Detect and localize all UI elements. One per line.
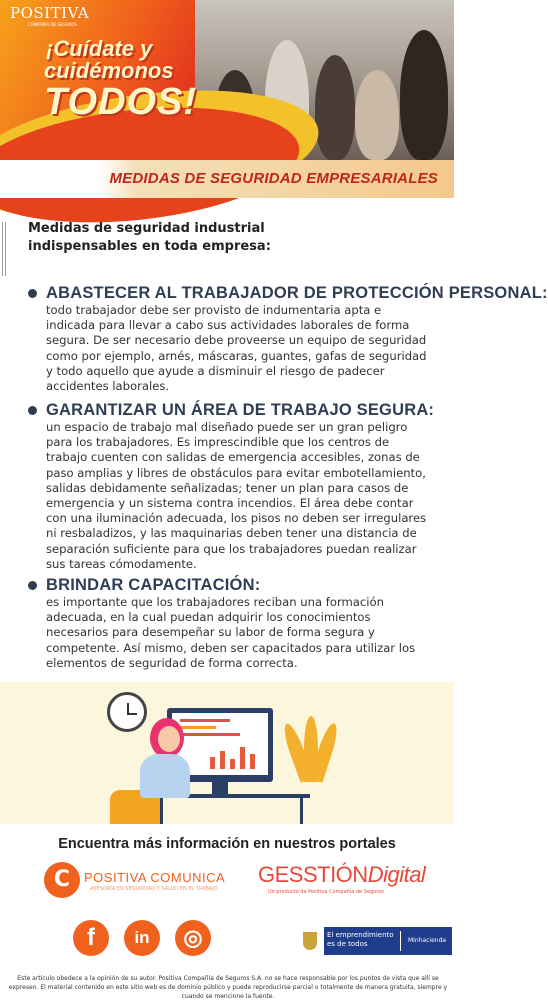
hero-header <box>0 0 454 160</box>
linkedin-icon[interactable]: in <box>124 920 160 956</box>
gestion-word: GESSTIÓN <box>258 862 368 887</box>
digital-word: Digital <box>367 862 426 887</box>
monitor-stand <box>212 782 228 794</box>
gov-line-1: El emprendimiento <box>327 931 394 939</box>
intro-heading: Medidas de seguridad industrial indispensables en toda empresa: <box>28 221 271 254</box>
slogan-line-3: TODOS! <box>44 81 198 123</box>
ministry-text: Minhacienda <box>408 937 447 944</box>
worker-body <box>140 754 190 798</box>
section-area-segura <box>28 401 435 571</box>
divider <box>400 931 401 951</box>
side-decoration <box>2 222 6 276</box>
section-proteccion <box>28 284 548 394</box>
section-body: un espacio de trabajo mal diseñado puede ser un gran peligro para los trabajadores. Es imprescindible que los centros de trabajo cuenten con salidas de emergencia accesibles, zonas de paso amplias y libres de obstáculos para evitar embotellamiento, salidas debidamente señalizadas; tener un plan para casos de emergencia y un sistema contra incendios. El área debe contar con una iluminación adecuada, los pisos no deben ser irregulares ni resbaladizos, y las maquinarias deben tener una distancia de separación suficiente para que los trabajadores puedan realizar sus tareas cómodamente. <box>46 420 427 571</box>
section-body: todo trabajador debe ser provisto de indumentaria apta e indicada para llevar a cabo sus actividades laborales de forma segura. De ser necesario debe proveerse un equipo de seguridad como por ejemplo, arnés, máscaras, guantes, gafas de seguridad y todo aquello que ayude a disminuir el riesgo de padecer accidentes laborales. <box>46 303 427 394</box>
positiva-comunica-icon[interactable]: C <box>44 862 80 898</box>
disclaimer: Este artículo obedece a la opinión de su autor. Positiva Compañía de Seguros S.A. no se hace responsable por los puntos de vista que allí se expresen. El material contenido en este sitio web es de dominio público y puede reproducirse parcial o totalmente de manera gratuita, siempre y cuando se mencione la fuente. <box>8 975 448 1000</box>
office-illustration <box>0 682 454 824</box>
instagram-icon[interactable]: ◎ <box>175 920 211 956</box>
banner-title: MEDIDAS DE SEGURIDAD EMPRESARIALES <box>109 170 438 187</box>
portals-title: Encuentra más información en nuestros portales <box>58 836 396 852</box>
emprendimiento-text <box>327 931 394 949</box>
section-capacitacion <box>28 576 428 668</box>
section-title: GARANTIZAR UN ÁREA DE TRABAJO SEGURA: <box>46 401 435 419</box>
title-banner <box>0 160 454 198</box>
section-body: es importante que los trabajadores reciban una formación adecuada, en la cual puedan adquirir los conocimientos necesarios para desempeñar su labor de forma segura y competente. Así mismo, deben ser capacitados para utilizar los elementos de seguridad de forma correcta. <box>46 595 416 670</box>
section-title: ABASTECER AL TRABAJADOR DE PROTECCIÓN PERSONAL: <box>46 284 548 302</box>
positiva-logo: POSITIVA <box>10 4 90 22</box>
gov-line-2: es de todos <box>327 940 368 948</box>
slogan-line-1: ¡Cuídate y <box>46 36 153 61</box>
positiva-comunica-link[interactable]: POSITIVA COMUNICA <box>84 870 226 885</box>
clock-icon <box>107 692 147 732</box>
bullet-icon <box>28 289 37 298</box>
bullet-icon <box>28 406 37 415</box>
bullet-icon <box>28 581 37 590</box>
section-title: BRINDAR CAPACITACIÓN: <box>46 576 261 594</box>
government-badge <box>296 927 452 955</box>
worker-head <box>158 726 180 752</box>
positiva-comunica-tagline: ASESORÍA EN SEGURIDAD Y SALUD EN EL TRABAJO <box>90 886 218 892</box>
facebook-icon[interactable]: f <box>73 920 109 956</box>
desk-leg <box>160 798 163 824</box>
colombia-crest-icon <box>296 927 324 955</box>
gestion-digital-tagline: Un producto de Positiva Compañía de Seguros <box>268 889 384 895</box>
desk-leg <box>300 798 303 824</box>
gestion-digital-link[interactable] <box>258 862 425 888</box>
slogan-line-2: cuidémonos <box>44 58 174 83</box>
positiva-logo-sub: COMPAÑÍA DE SEGUROS <box>28 22 77 27</box>
